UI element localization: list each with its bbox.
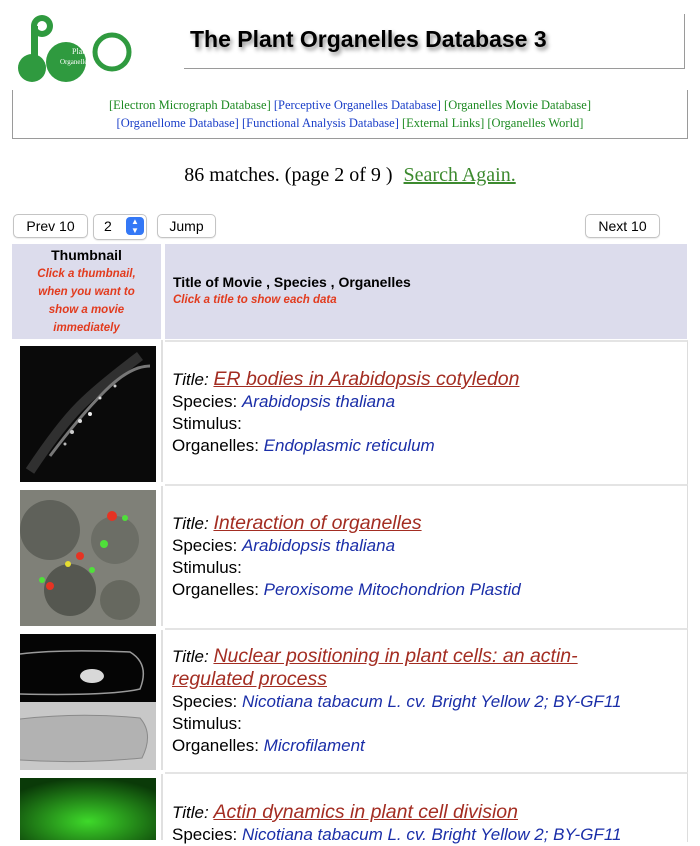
list-item <box>172 645 621 757</box>
movie-thumbnail[interactable] <box>20 778 156 840</box>
prev-10-button[interactable]: Prev 10 <box>13 214 88 238</box>
database-links <box>12 90 688 139</box>
species-value: Arabidopsis thaliana <box>241 536 396 555</box>
movie-thumbnail[interactable] <box>20 346 156 482</box>
link-electron-micrograph-database[interactable]: [Electron Micrograph Database] <box>109 98 271 112</box>
movie-title-link[interactable]: Nuclear positioning in plant cells: an actin- <box>213 645 578 667</box>
title-label: Title: <box>172 370 209 389</box>
search-again-link[interactable]: Search Again. <box>403 164 516 186</box>
movie-title-link-continued[interactable]: regulated process <box>172 668 328 690</box>
next-10-button[interactable]: Next 10 <box>585 214 660 238</box>
organelles-value: Endoplasmic reticulum <box>263 436 435 455</box>
logo-text-organelles: Organelles <box>60 58 91 66</box>
title-label: Title: <box>172 647 209 666</box>
thumbnail-hint: Click a thumbnail, when you want to show a movie immediately <box>37 268 136 334</box>
species-label: Species: <box>172 392 238 411</box>
thumbnail-column-header <box>12 244 161 339</box>
title-box <box>184 14 685 69</box>
title-label: Title: <box>172 514 209 533</box>
movie-thumbnail[interactable] <box>20 634 156 770</box>
movie-title-link[interactable]: Actin dynamics in plant cell division <box>213 801 518 823</box>
species-value: Arabidopsis thaliana <box>241 392 396 411</box>
organelles-value: Microfilament <box>263 736 365 755</box>
actin-dynamics-thumbnail-image <box>20 778 156 840</box>
er-bodies-thumbnail-image <box>20 346 156 482</box>
organelles-interaction-thumbnail-image <box>20 490 156 626</box>
organelles-label: Organelles: <box>172 580 259 599</box>
nuclear-positioning-thumbnail-image <box>20 634 156 770</box>
jump-button[interactable]: Jump <box>157 214 216 238</box>
organelles-label: Organelles: <box>172 436 259 455</box>
page-select[interactable] <box>93 214 147 240</box>
movie-title-link[interactable]: ER bodies in Arabidopsis cotyledon <box>213 368 520 390</box>
movie-thumbnail[interactable] <box>20 490 156 626</box>
link-organelles-movie-database[interactable]: [Organelles Movie Database] <box>444 98 591 112</box>
list-item <box>172 368 519 457</box>
site-logo[interactable] <box>14 12 138 84</box>
stimulus-label: Stimulus: <box>172 414 242 433</box>
species-value: Nicotiana tabacum L. cv. Bright Yellow 2; BY-GF11 <box>241 692 622 711</box>
title-column-header <box>165 244 687 339</box>
match-count: 86 matches. (page 2 of 9 ) <box>184 164 393 186</box>
list-item <box>172 512 521 601</box>
species-value: Nicotiana tabacum L. cv. Bright Yellow 2; BY-GF11 <box>241 825 622 844</box>
updown-chevron-icon: ▲ ▼ <box>126 217 144 235</box>
link-external-links[interactable]: [External Links] <box>402 116 485 130</box>
page-title: The Plant Organelles Database 3 <box>190 26 547 52</box>
page-select-value: 2 <box>104 218 112 234</box>
title-hint: Click a title to show each data <box>173 294 337 306</box>
movie-title-link[interactable]: Interaction of organelles <box>213 512 422 534</box>
thumbnail-header-label: Thumbnail <box>51 247 122 263</box>
link-functional-analysis-database[interactable]: [Functional Analysis Database] <box>241 116 399 130</box>
title-label: Title: <box>172 803 209 822</box>
organelles-label: Organelles: <box>172 736 259 755</box>
link-organelles-world[interactable]: [Organelles World] <box>487 116 584 130</box>
link-organellome-database[interactable]: [Organellome Database] <box>116 116 239 130</box>
organelles-value: Peroxisome Mitochondrion Plastid <box>263 580 521 599</box>
plant-organelles-logo <box>14 12 138 84</box>
logo-text-plant: Plant <box>72 47 89 56</box>
link-perceptive-organelles-database[interactable]: [Perceptive Organelles Database] <box>273 98 441 112</box>
stimulus-label: Stimulus: <box>172 714 242 733</box>
stimulus-label: Stimulus: <box>172 558 242 577</box>
title-header-label: Title of Movie , Species , Organelles <box>173 274 411 290</box>
list-item <box>172 801 621 846</box>
results-summary <box>0 164 700 187</box>
species-label: Species: <box>172 692 238 711</box>
species-label: Species: <box>172 536 238 555</box>
species-label: Species: <box>172 825 238 844</box>
